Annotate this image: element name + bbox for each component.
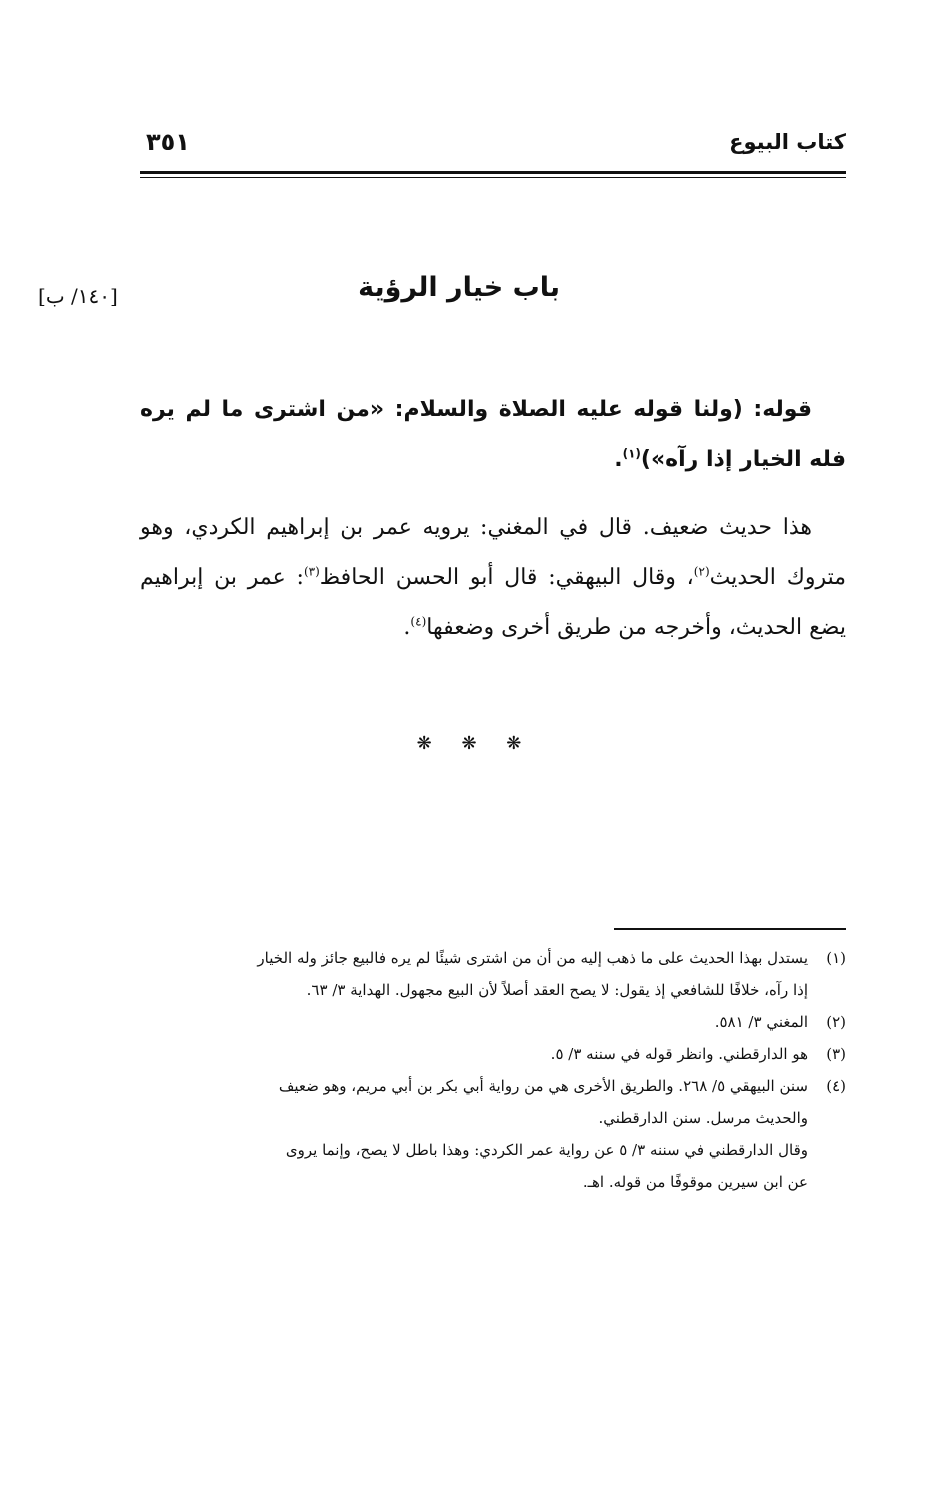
quote-end: . bbox=[614, 447, 623, 472]
folio-marker-text: [١٤٠/ ب] bbox=[38, 284, 118, 308]
footnote-ref-3: (٣) bbox=[303, 564, 320, 579]
footnote-body bbox=[140, 1006, 808, 1038]
footnote-line: إذا رآه، خلافًا للشافعي إذ يقول: لا يصح العقد أصلاً لأن البيع مجهول. الهداية ٣/ ٦٣. bbox=[306, 981, 808, 999]
chapter-title: باب خيار الرؤية bbox=[358, 272, 560, 303]
page-header bbox=[140, 128, 846, 164]
commentary-paragraph bbox=[140, 503, 846, 653]
footnote-line: والحديث مرسل. سنن الدارقطني. bbox=[598, 1109, 808, 1127]
quote-paragraph bbox=[140, 385, 846, 485]
footnote-number: (٢) bbox=[826, 1013, 846, 1031]
footnote-body bbox=[140, 1070, 808, 1198]
book-title: كتاب البيوع bbox=[729, 130, 846, 154]
footnote-2 bbox=[140, 1006, 846, 1038]
commentary-end: . bbox=[403, 615, 411, 640]
folio-marker bbox=[38, 284, 118, 308]
footnote-line: سنن البيهقي ٥/ ٢٦٨. والطريق الأخرى هي من رواية أبي بكر بن أبي مريم، وهو ضعيف bbox=[278, 1077, 808, 1095]
footnote-line: المغني ٣/ ٥٨١. bbox=[714, 1013, 808, 1031]
section-separator: ❋ ❋ ❋ bbox=[416, 733, 534, 754]
page-number: ٣٥١ bbox=[146, 128, 190, 156]
footnote-ref-2: (٢) bbox=[693, 564, 710, 579]
header-rule-thin bbox=[140, 177, 846, 178]
footnote-ref-1: (١) bbox=[622, 446, 641, 461]
footnote-number: (١) bbox=[826, 949, 846, 967]
footnote-1 bbox=[140, 942, 846, 1006]
footnote-body bbox=[140, 942, 808, 1006]
quote-text: قوله: (ولنا قوله عليه الصلاة والسلام: «من اشترى ما لم يره فله الخيار إذا رآه») bbox=[140, 397, 846, 472]
main-text bbox=[140, 385, 846, 653]
footnote-4 bbox=[140, 1070, 846, 1198]
footnotes bbox=[140, 942, 846, 1198]
footnote-number: (٤) bbox=[826, 1077, 846, 1095]
header-rule-thick bbox=[140, 171, 846, 174]
commentary-part-1: هذا حديث ضعيف. قال في المغني: يرويه عمر بن إبراهيم الكردي، وهو متروك الحديث bbox=[140, 515, 847, 590]
footnote-3 bbox=[140, 1038, 846, 1070]
footnote-number: (٣) bbox=[826, 1045, 846, 1063]
footnote-line: وقال الدارقطني في سننه ٣/ ٥ عن رواية عمر الكردي: وهذا باطل لا يصح، وإنما يروى bbox=[285, 1141, 808, 1159]
footnote-line: هو الدارقطني. وانظر قوله في سننه ٣/ ٥. bbox=[550, 1045, 808, 1063]
footnote-line: عن ابن سيرين موقوفًا من قوله. اهـ. bbox=[582, 1173, 808, 1191]
footnote-body bbox=[140, 1038, 808, 1070]
footnote-line: يستدل بهذا الحديث على ما ذهب إليه من أن من اشترى شيئًا لم يره فالبيع جائز وله الخيار bbox=[257, 949, 808, 967]
footnote-rule bbox=[614, 928, 846, 930]
commentary-part-3: : عمر بن إبراهيم يضع الحديث، وأخرجه من طريق أخرى وضعفها bbox=[140, 565, 846, 640]
footnote-ref-4: (٤) bbox=[410, 614, 427, 629]
commentary-part-2: ، وقال البيهقي: قال أبو الحسن الحافظ bbox=[319, 565, 694, 590]
